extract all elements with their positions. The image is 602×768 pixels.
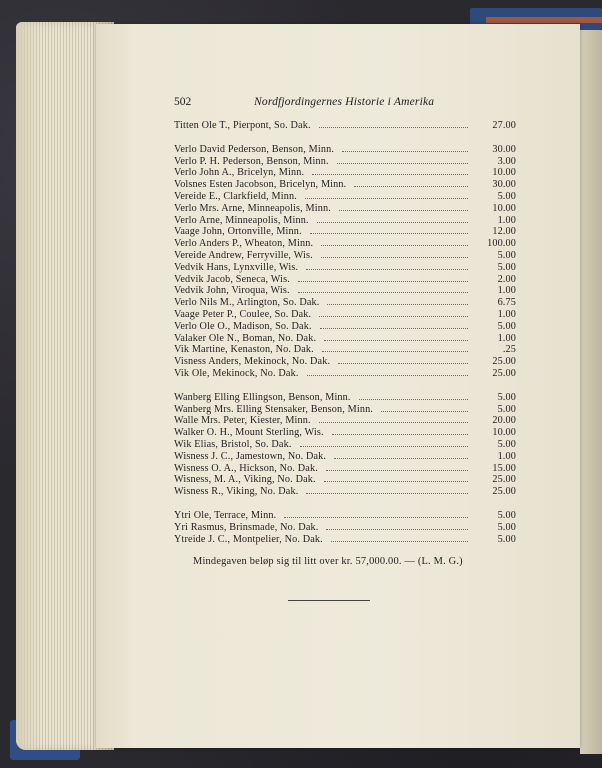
dot-leader bbox=[310, 233, 468, 234]
donor-row bbox=[174, 144, 516, 156]
donation-amount: 5.00 bbox=[497, 521, 516, 533]
donor-name: Visness Anders, Mekinock, No. Dak. bbox=[174, 356, 331, 368]
donor-name: Verlo Anders P., Wheaton, Minn. bbox=[174, 238, 314, 250]
dot-leader bbox=[321, 245, 468, 246]
donor-name: Vik Martine, Kenaston, No. Dak. bbox=[174, 344, 314, 356]
donor-row bbox=[174, 191, 516, 203]
donation-amount: 6.75 bbox=[497, 297, 516, 309]
dot-leader bbox=[300, 446, 468, 447]
group-spacer bbox=[174, 498, 516, 510]
donor-name: Titten Ole T., Pierpont, So. Dak. bbox=[174, 120, 311, 131]
donor-name: Verlo John A., Bricelyn, Minn. bbox=[174, 167, 305, 179]
dot-leader bbox=[331, 541, 468, 542]
donor-row bbox=[174, 415, 516, 427]
donor-name: Vedvik John, Viroqua, Wis. bbox=[174, 285, 290, 297]
dot-leader bbox=[381, 411, 468, 412]
donor-name: Walker O. H., Mount Sterling, Wis. bbox=[174, 427, 324, 439]
dot-leader bbox=[298, 292, 468, 293]
dot-leader bbox=[320, 328, 468, 329]
donation-amount: 25.00 bbox=[492, 356, 516, 368]
page-number: 502 bbox=[174, 96, 192, 108]
dot-leader bbox=[326, 529, 468, 530]
donation-amount: 5.00 bbox=[497, 190, 516, 202]
donor-name: Wanberg Elling Ellingson, Benson, Minn. bbox=[174, 391, 351, 403]
group-spacer bbox=[174, 380, 516, 392]
donor-row bbox=[174, 439, 516, 451]
dot-leader bbox=[337, 163, 468, 164]
donation-amount: 5.00 bbox=[497, 249, 516, 261]
donor-row bbox=[174, 274, 516, 286]
dot-leader bbox=[338, 363, 468, 364]
donation-amount: 30.00 bbox=[492, 143, 516, 155]
donor-row bbox=[174, 404, 516, 416]
dot-leader bbox=[319, 127, 468, 128]
donor-name: Wisness O. A., Hickson, No. Dak. bbox=[174, 462, 318, 474]
donation-amount: 25.00 bbox=[492, 474, 516, 486]
dot-leader bbox=[298, 281, 468, 282]
donor-name: Vereide Andrew, Ferryville, Wis. bbox=[174, 249, 313, 261]
donor-row bbox=[174, 427, 516, 439]
end-rule bbox=[288, 600, 370, 601]
donation-amount: 25.00 bbox=[492, 367, 516, 379]
donation-amount: 10.00 bbox=[492, 427, 516, 439]
donation-amount: 5.00 bbox=[497, 533, 516, 545]
donor-row bbox=[174, 238, 516, 250]
donor-name: Wisness R., Viking, No. Dak. bbox=[174, 486, 299, 498]
donation-amount: 1.00 bbox=[497, 332, 516, 344]
dot-leader bbox=[305, 198, 468, 199]
donor-name: Valaker Ole N., Boman, No. Dak. bbox=[174, 332, 317, 344]
donor-name: Verlo Mrs. Arne, Minneapolis, Minn. bbox=[174, 202, 331, 214]
donor-row bbox=[174, 309, 516, 321]
dot-leader bbox=[321, 257, 468, 258]
donor-name: Vereide E., Clarkfield, Minn. bbox=[174, 190, 297, 202]
donor-name: Vedvik Hans, Lynxville, Wis. bbox=[174, 261, 299, 273]
donor-name: Verlo Arne, Minneapolis, Minn. bbox=[174, 214, 309, 226]
donor-row bbox=[174, 392, 516, 404]
donor-row bbox=[174, 333, 516, 345]
dot-leader bbox=[306, 269, 468, 270]
donor-name: Wisness, M. A., Viking, No. Dak. bbox=[174, 474, 316, 486]
donor-name: Wanberg Mrs. Elling Stensaker, Benson, Minn. bbox=[174, 403, 374, 415]
donation-amount: 10.00 bbox=[492, 202, 516, 214]
donor-row bbox=[174, 179, 516, 191]
dot-leader bbox=[354, 186, 468, 187]
donor-name: Yri Rasmus, Brinsmade, No. Dak. bbox=[174, 521, 319, 533]
donor-row bbox=[174, 474, 516, 486]
donor-name: Wisness J. C., Jamestown, No. Dak. bbox=[174, 450, 327, 462]
donor-row bbox=[174, 215, 516, 227]
donation-amount: 12.00 bbox=[492, 226, 516, 238]
dot-leader bbox=[339, 210, 468, 211]
donor-row bbox=[174, 510, 516, 522]
donation-amount: 20.00 bbox=[492, 415, 516, 427]
dot-leader bbox=[307, 375, 468, 376]
dot-leader bbox=[317, 222, 468, 223]
dot-leader bbox=[342, 151, 468, 152]
donor-name: Volsnes Esten Jacobson, Bricelyn, Minn. bbox=[174, 179, 347, 191]
donor-row bbox=[174, 167, 516, 179]
donor-name: Vaage Peter P., Coulee, So. Dak. bbox=[174, 308, 312, 320]
donation-amount: 15.00 bbox=[492, 462, 516, 474]
donor-name: Wik Elias, Bristol, So. Dak. bbox=[174, 438, 292, 450]
donor-row bbox=[174, 250, 516, 262]
donor-name: Walle Mrs. Peter, Kiester, Minn. bbox=[174, 415, 311, 427]
donation-amount: 5.00 bbox=[497, 391, 516, 403]
donor-name: Vaage John, Ortonville, Minn. bbox=[174, 226, 302, 238]
dot-leader bbox=[334, 458, 468, 459]
donor-row bbox=[174, 285, 516, 297]
donor-row bbox=[174, 463, 516, 475]
donor-name: Vedvik Jacob, Seneca, Wis. bbox=[174, 273, 290, 285]
donation-amount: 3.00 bbox=[497, 155, 516, 167]
donor-row bbox=[174, 344, 516, 356]
donor-row bbox=[174, 451, 516, 463]
donor-name: Vik Ole, Mekinock, No. Dak. bbox=[174, 367, 299, 379]
donor-name: Verlo David Pederson, Benson, Minn. bbox=[174, 143, 335, 155]
dot-leader bbox=[319, 316, 468, 317]
donation-amount: 30.00 bbox=[492, 179, 516, 191]
donation-amount: 27.00 bbox=[492, 120, 516, 131]
donor-list bbox=[174, 120, 516, 545]
running-title: Nordfjordingernes Historie i Amerika bbox=[254, 96, 435, 108]
donation-amount: 10.00 bbox=[492, 167, 516, 179]
dot-leader bbox=[306, 493, 468, 494]
donation-amount: 1.00 bbox=[497, 214, 516, 226]
group-spacer bbox=[174, 132, 516, 144]
donor-name: Verlo P. H. Pederson, Benson, Minn. bbox=[174, 155, 329, 167]
donation-amount: 25.00 bbox=[492, 486, 516, 498]
donor-row bbox=[174, 321, 516, 333]
dot-leader bbox=[322, 351, 468, 352]
donation-amount: 1.00 bbox=[497, 308, 516, 320]
cover-band bbox=[486, 17, 602, 23]
donor-name: Verlo Nils M., Arlington, So. Dak. bbox=[174, 297, 320, 309]
donation-amount: 2.00 bbox=[497, 273, 516, 285]
donor-row bbox=[174, 534, 516, 546]
dot-leader bbox=[326, 470, 468, 471]
dot-leader bbox=[319, 422, 468, 423]
dot-leader bbox=[359, 399, 468, 400]
donor-row bbox=[174, 156, 516, 168]
dot-leader bbox=[284, 517, 468, 518]
dot-leader bbox=[324, 340, 468, 341]
donation-amount: 100.00 bbox=[487, 238, 516, 250]
dot-leader bbox=[332, 434, 468, 435]
footer-note: Mindegaven beløp sig til litt over kr. 57,000.00. — (L. M. G.) bbox=[193, 556, 463, 567]
donor-row bbox=[174, 120, 516, 132]
donation-amount: 5.00 bbox=[497, 261, 516, 273]
donation-amount: 5.00 bbox=[497, 403, 516, 415]
donation-amount: 5.00 bbox=[497, 320, 516, 332]
donation-amount: 1.00 bbox=[497, 285, 516, 297]
dot-leader bbox=[312, 174, 468, 175]
donor-row bbox=[174, 486, 516, 498]
donation-amount: .25 bbox=[502, 344, 516, 356]
donation-amount: 5.00 bbox=[497, 438, 516, 450]
donor-row bbox=[174, 203, 516, 215]
donation-amount: 1.00 bbox=[497, 450, 516, 462]
donor-row bbox=[174, 262, 516, 274]
donor-row bbox=[174, 297, 516, 309]
donor-name: Ytreide J. C., Montpelier, No. Dak. bbox=[174, 533, 323, 545]
donor-row bbox=[174, 226, 516, 238]
facing-page-edge bbox=[580, 30, 602, 754]
donor-row bbox=[174, 522, 516, 534]
dot-leader bbox=[324, 481, 468, 482]
donor-name: Verlo Ole O., Madison, So. Dak. bbox=[174, 320, 312, 332]
dot-leader bbox=[327, 304, 468, 305]
donor-row bbox=[174, 356, 516, 368]
donor-name: Ytri Ole, Terrace, Minn. bbox=[174, 509, 277, 521]
donor-row bbox=[174, 368, 516, 380]
donation-amount: 5.00 bbox=[497, 509, 516, 521]
